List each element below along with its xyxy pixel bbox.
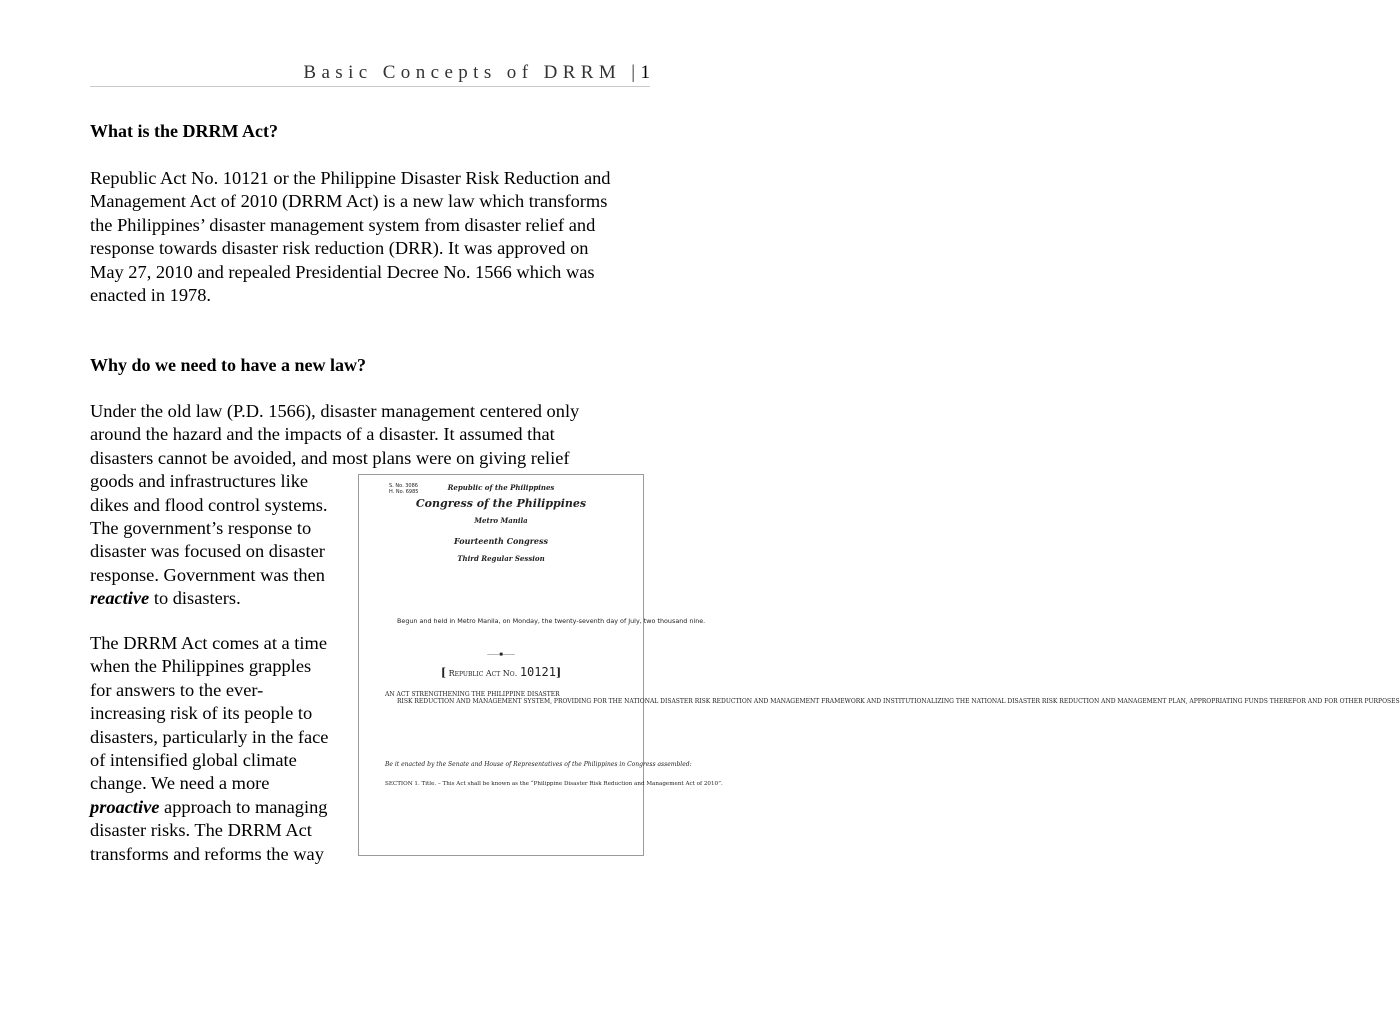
paragraph-line: around the hazard and the impacts of a disaster. It assumed that: [90, 424, 555, 445]
doc-act-title: [385, 691, 1400, 706]
paragraph-line: disasters cannot be avoided, and most plans were on giving relief: [90, 447, 570, 468]
senate-bill-number: S. No. 3086: [389, 483, 418, 489]
doc-session: Third Regular Session: [457, 554, 545, 563]
paragraph-line: disasters, particularly in the face: [90, 726, 329, 747]
paragraph-line: of intensified global climate: [90, 750, 297, 771]
paragraph-line: Under the old law (P.D. 1566), disaster management centered only: [90, 401, 580, 421]
paragraph-line: the Philippines’ disaster management system from disaster relief and: [90, 214, 596, 235]
paragraph-line: enacted in 1978.: [90, 285, 212, 306]
heading-what-is-drrm-act: What is the DRRM Act?: [90, 121, 278, 141]
ra-number: 10121: [519, 665, 556, 679]
heading-why-new-law: Why do we need to have a new law?: [90, 355, 367, 375]
paragraph-line: The DRRM Act comes at a time: [90, 633, 327, 653]
doc-fourteenth-congress: Fourteenth Congress: [453, 536, 549, 546]
doc-divider-mark: ——■——: [487, 652, 515, 658]
paragraph-line-rest: approach to managing: [159, 796, 328, 817]
running-header: [90, 62, 650, 84]
emphasis-proactive: proactive: [90, 796, 160, 817]
paragraph-what-is-drrm-act: [90, 167, 670, 307]
paragraph-line: transforms and reforms the way: [90, 843, 324, 864]
paragraph-line: when the Philippines grapples: [90, 656, 312, 677]
ra-label: Republic Act No.: [448, 669, 518, 678]
paragraph-line: dikes and flood control systems.: [90, 494, 328, 515]
doc-section-1: SECTION 1. Title. – This Act shall be known as the “Philippine Disaster Risk Reduction and Management Act of 2010”.: [385, 781, 723, 787]
act-title-first: AN ACT STRENGTHENING THE PHILIPPINE DISASTER: [385, 691, 560, 698]
paragraph-line: for answers to the ever-: [90, 679, 264, 700]
paragraph-line: The government’s response to: [90, 518, 312, 539]
paragraph-line: increasing risk of its people to: [90, 703, 313, 724]
page-number: 1: [640, 62, 650, 83]
doc-republic: Republic of the Philippines: [447, 483, 555, 492]
paragraph-line: disaster was focused on disaster: [90, 541, 325, 562]
paragraph-line-rest: to disasters.: [149, 588, 241, 609]
paragraph-line: Management Act of 2010 (DRRM Act) is a new law which transforms: [90, 191, 608, 212]
paragraph-line: goods and infrastructures like: [90, 471, 309, 492]
doc-metro-manila: Metro Manila: [474, 516, 528, 525]
paragraph-line: response. Government was then: [90, 564, 325, 585]
doc-begun-text: Begun and held in Metro Manila, on Monday, the twenty-seventh day of July, two thousand nine.: [397, 617, 706, 625]
house-bill-number: H. No. 6985: [389, 489, 419, 495]
republic-act-document-image: [358, 474, 1400, 856]
paragraph-line: disaster risks. The DRRM Act: [90, 820, 312, 841]
paragraph-line: change. We need a more: [90, 773, 270, 794]
paragraph-line: response towards disaster risk reduction (DRR). It was approved on: [90, 238, 589, 259]
paragraph-line: Republic Act No. 10121 or the Philippine Disaster Risk Reduction and: [90, 168, 611, 188]
header-rule: [90, 86, 650, 87]
doc-republic-act-number: [ Republic Act No. 10121]: [440, 665, 562, 679]
running-title: Basic Concepts of DRRM |: [303, 62, 641, 83]
paragraph-line: May 27, 2010 and repealed Presidential Decree No. 1566 which was: [90, 261, 595, 282]
doc-enacting-clause: Be it enacted by the Senate and House of Representatives of the Philippines in Congress assembled:: [385, 761, 692, 768]
doc-congress: Congress of the Philippines: [415, 497, 587, 510]
emphasis-reactive: reactive: [90, 588, 150, 609]
act-title-rest: RISK REDUCTION AND MANAGEMENT SYSTEM, PROVIDING FOR THE NATIONAL DISASTER RISK REDUCTION AND MANAGEMENT FRAMEWORK AND INSTITUTIONALIZING THE NATIONAL DISASTER RISK REDUCTION AND MANAGEMENT PLAN, APPROPRIATING FUNDS THEREFOR AND FOR OTHER PURPOSES: [397, 698, 1400, 706]
